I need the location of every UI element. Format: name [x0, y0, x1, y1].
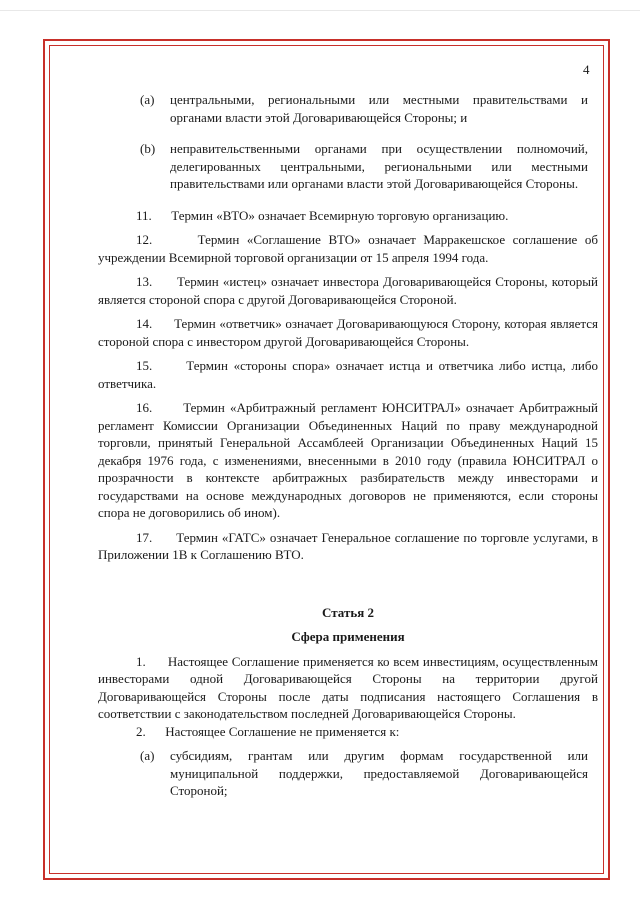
paragraph-number: 2.	[136, 723, 146, 739]
definition-paragraph	[98, 315, 598, 350]
definition-paragraph	[98, 273, 598, 308]
paragraph-text: Термин «стороны спора» означает истца и ответчика либо истца, либо ответчика.	[98, 358, 599, 391]
paragraph-text: Термин «истец» означает инвестора Договаривающейся Стороны, который является стороной спора с другой Договаривающейся Стороной.	[98, 274, 598, 307]
article-title: Статья 2	[322, 604, 374, 620]
paragraph-number: 11.	[136, 207, 152, 223]
item-text: субсидиям, грантам или другим формам государственной или муниципальной поддержки, предоставляемой Договаривающейся Стороной;	[170, 748, 588, 798]
item-label: (b)	[140, 141, 156, 156]
paragraph-number: 1.	[136, 653, 146, 669]
definition-paragraph	[98, 399, 598, 522]
paragraph-number: 15.	[136, 358, 153, 373]
paragraph-text: Термин «ответчик» означает Договаривающуюся Сторону, которая является стороной спора с инвестором другой Договаривающейся Стороны.	[98, 316, 598, 349]
list-item	[98, 747, 588, 800]
item-text: неправительственными органами при осуществлении полномочий, делегированных центральными, региональными или местными правительствами или органами власти этой Договаривающейся Стороны.	[170, 141, 588, 191]
paragraph-text: Термин «ГАТС» означает Генеральное соглашение по торговле услугами, в Приложении 1В к Соглашению ВТО.	[98, 529, 598, 562]
definition-paragraph	[98, 207, 598, 225]
paragraph-number: 14.	[136, 316, 153, 331]
list-item	[98, 140, 588, 193]
paragraph-number: 17.	[136, 529, 153, 545]
document-body	[98, 58, 598, 800]
definition-paragraph	[98, 529, 598, 564]
paragraph-text: Термин «Соглашение ВТО» означает Марракешское соглашение об учреждении Всемирной торговой организации от 15 апреля 1994 года.	[98, 232, 598, 265]
paragraph-number: 16.	[136, 400, 153, 415]
paragraph-number: 12.	[136, 232, 153, 247]
definition-paragraph	[98, 231, 598, 266]
article-subtitle: Сфера применения	[291, 629, 405, 644]
paragraph-text: Настоящее Соглашение применяется ко всем инвестициям, осуществленным инвесторами одной Договаривающейся Стороны на территории другой Договаривающейся Стороны после даты подписания настоящего Соглашения в соответствии с законодательством последней Договаривающейся Стороны.	[98, 653, 598, 721]
scan-edge-line	[0, 10, 640, 11]
list-item	[98, 91, 588, 126]
item-label: (a)	[140, 92, 155, 107]
page-number: 4	[583, 62, 590, 77]
article-paragraph	[98, 653, 598, 723]
article-paragraph	[98, 723, 598, 741]
paragraph-text: Термин «Арбитражный регламент ЮНСИТРАЛ» означает Арбитражный регламент Комиссии Организации Объединенных Наций по праву международной торговли, принятый Генеральной Ассамблеей Организации Объединенных Наций 15 декабря 1976 года, с изменениями, внесенными в 2010 году (правила ЮНСИТРАЛ о прозрачности в контексте арбитражных разбирательств между инвесторами и государствами на основе международных договоров не применяются, если стороны спора не договорились об ином).	[98, 400, 598, 520]
definition-paragraph	[98, 357, 598, 392]
item-text: центральными, региональными или местными правительствами и органами власти этой Договаривающейся Стороны; и	[170, 92, 588, 125]
item-label: (a)	[140, 748, 155, 763]
paragraph-text: Термин «ВТО» означает Всемирную торговую организацию.	[171, 207, 509, 223]
paragraph-number: 13.	[136, 274, 153, 289]
paragraph-text: Настоящее Соглашение не применяется к:	[165, 723, 400, 739]
